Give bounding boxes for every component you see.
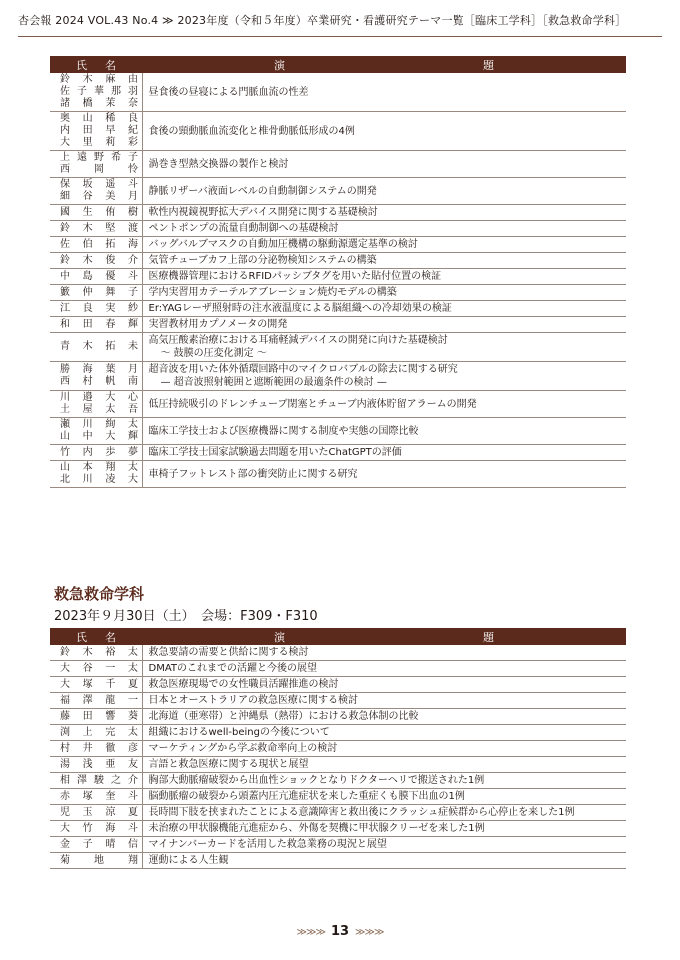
author-name: 福澤龍一 — [60, 694, 138, 706]
author-names — [50, 645, 142, 661]
presentation-title — [142, 112, 626, 151]
title-line: 臨床工学技士および医療機器に関する制度や実態の国際比較 — [148, 425, 419, 437]
table-row — [50, 741, 626, 757]
author-names — [50, 805, 142, 821]
author-name: 和田春輝 — [60, 318, 138, 330]
table-row — [50, 677, 626, 693]
author-name: 保坂遥斗 — [60, 179, 138, 190]
author-name: 青木拓未 — [60, 341, 138, 352]
header-rule — [18, 36, 662, 37]
author-name: 赤塚奎斗 — [60, 790, 138, 802]
author-name: 山本翔太 — [60, 462, 138, 473]
author-name: 菊地翔 — [60, 854, 138, 866]
presentation-title — [142, 789, 626, 805]
name-column-header: 氏名 — [50, 628, 142, 645]
presentation-title — [142, 821, 626, 837]
table-row — [50, 837, 626, 853]
clinical-engineering-rows — [50, 73, 626, 488]
author-name: 籔仲舞子 — [60, 286, 138, 298]
author-names — [50, 391, 142, 418]
table-row — [50, 151, 626, 178]
presentation-title — [142, 445, 626, 461]
author-name: 川邉大心 — [60, 392, 138, 403]
title-line: 昼食後の昼寝による門脈血流の性差 — [148, 86, 309, 98]
table-row — [50, 112, 626, 151]
presentation-title — [142, 317, 626, 333]
author-names — [50, 253, 142, 269]
author-name: 中島優斗 — [60, 270, 138, 282]
title-line: 日本とオーストラリアの救急医療に関する検討 — [148, 695, 358, 706]
author-names — [50, 461, 142, 488]
table-row — [50, 773, 626, 789]
title-line: 組織におけるwell-beingの今後について — [148, 727, 330, 738]
author-name: 佐伯拓海 — [60, 238, 138, 250]
title-line: 高気圧酸素治療における耳痛軽減デバイスの開発に向けた基礎検討 — [148, 335, 448, 346]
title-line: 低圧持続吸引のドレンチューブ閉塞とチューブ内液体貯留アラームの開発 — [148, 398, 477, 410]
author-name: 山中大輝 — [60, 431, 138, 442]
author-name: 大竹海斗 — [60, 822, 138, 834]
author-name: 奥山稀良 — [60, 113, 138, 124]
author-name: 竹内歩夢 — [60, 446, 138, 458]
presentation-title — [142, 253, 626, 269]
title-line: 食後の頸動脈血流変化と椎骨動脈低形成の4例 — [148, 125, 355, 137]
author-names — [50, 285, 142, 301]
title-line: 救急要請の需要と供給に関する検討 — [148, 647, 309, 658]
subtitle-line: 〜 鼓膜の圧変化測定 〜 — [160, 348, 267, 359]
table-row — [50, 391, 626, 418]
title-line: マイナンバーカードを活用した救急業務の現況と展望 — [148, 839, 387, 850]
author-name: 相澤駿之介 — [60, 774, 138, 786]
author-names — [50, 178, 142, 205]
presentation-title — [142, 645, 626, 661]
page-number: 13 — [330, 924, 350, 939]
emergency-section-title: 救急救命学科 — [54, 585, 145, 603]
presentation-title — [142, 73, 626, 112]
author-name: 大里莉彩 — [60, 137, 138, 148]
author-name: 西村帆南 — [60, 376, 138, 387]
presentation-title — [142, 757, 626, 773]
presentation-title — [142, 418, 626, 445]
author-name: 児玉涼夏 — [60, 806, 138, 818]
author-names — [50, 205, 142, 221]
ornament-right: ≫≫≫ — [355, 927, 384, 938]
table-row — [50, 285, 626, 301]
author-name: 勝海葉月 — [60, 364, 138, 375]
table-row — [50, 853, 626, 869]
table-row — [50, 205, 626, 221]
title-line: マーケティングから学ぶ救命率向上の検討 — [148, 743, 338, 754]
title-line: Er:YAGレーザ照射時の注水液温度による脳組織への冷却効果の検証 — [148, 303, 452, 314]
presentation-title — [142, 221, 626, 237]
emergency-section-date: 2023年９月30日（土） 会場：F309・F310 — [54, 609, 318, 624]
presentation-title — [142, 741, 626, 757]
author-name: 湯浅亜友 — [60, 758, 138, 770]
presentation-title — [142, 178, 626, 205]
author-name: 金子晴信 — [60, 838, 138, 850]
author-name: 細谷美月 — [60, 191, 138, 202]
author-names — [50, 237, 142, 253]
author-names — [50, 677, 142, 693]
title-line: 胸部大動脈瘤破裂から出血性ショックとなりドクターヘリで搬送された1例 — [148, 775, 485, 786]
title-line: ペントポンプの流量自動制御への基礎検討 — [148, 223, 339, 234]
author-names — [50, 317, 142, 333]
table-row — [50, 725, 626, 741]
author-names — [50, 789, 142, 805]
table-row — [50, 253, 626, 269]
presentation-title — [142, 285, 626, 301]
author-name: 鈴木麻由 — [60, 74, 138, 85]
table-row — [50, 461, 626, 488]
running-header: 杏会報 2024 VOL.43 No.4 ≫ 2023年度（令和５年度）卒業研究・看護研究テーマ一覧［臨床工学科］［救急救命学科］ — [18, 14, 627, 27]
title-line: 長時間下肢を挟まれたことによる意識障害と救出後にクラッシュ症候群から心停止を来した1例 — [148, 807, 575, 818]
presentation-title — [142, 805, 626, 821]
presentation-title — [142, 661, 626, 677]
presentation-title — [142, 773, 626, 789]
author-names — [50, 418, 142, 445]
presentation-title — [142, 725, 626, 741]
title-line: 学内実習用カテーテルアブレーション焼灼モデルの構築 — [148, 287, 397, 298]
author-names — [50, 73, 142, 112]
table-row — [50, 73, 626, 112]
author-name: 西岡怜 — [60, 164, 138, 175]
table-row — [50, 821, 626, 837]
author-name: 鈴木堅渡 — [60, 222, 138, 234]
presentation-title — [142, 693, 626, 709]
title-column-header: 演題 — [142, 56, 626, 73]
title-line: 軟性内視鏡視野拡大デバイス開発に関する基礎検討 — [148, 207, 378, 218]
author-names — [50, 333, 142, 362]
author-name: 渕上完太 — [60, 726, 138, 738]
table-row — [50, 645, 626, 661]
title-line: 超音波を用いた体外循環回路中のマイクロバブルの除去に関する研究 — [148, 364, 458, 375]
title-column-header: 演題 — [142, 628, 626, 645]
table-row — [50, 237, 626, 253]
author-names — [50, 837, 142, 853]
author-name: 内田早紀 — [60, 125, 138, 136]
title-line: DMATのこれまでの活躍と今後の展望 — [148, 663, 318, 674]
table-row — [50, 789, 626, 805]
table-row — [50, 445, 626, 461]
author-name: 諸橋茉奈 — [60, 98, 138, 109]
presentation-title — [142, 205, 626, 221]
emergency-table — [50, 628, 626, 869]
title-line: 言語と救急医療に関する現状と展望 — [148, 759, 309, 770]
title-line: バッグバルブマスクの自動加圧機構の駆動源選定基準の検討 — [148, 239, 418, 250]
title-line: 気管チューブカフ上部の分泌物検知システムの構築 — [148, 255, 377, 266]
author-name: 北川凌大 — [60, 474, 138, 485]
author-name: 江良実紗 — [60, 302, 138, 314]
table-row — [50, 301, 626, 317]
table-row — [50, 805, 626, 821]
author-names — [50, 725, 142, 741]
presentation-title — [142, 391, 626, 418]
presentation-title — [142, 461, 626, 488]
presentation-title — [142, 853, 626, 869]
author-name: 佐子華那羽 — [60, 86, 138, 97]
title-line: 静脈リザーバ液面レベルの自動制御システムの開発 — [148, 185, 377, 197]
emergency-rows — [50, 645, 626, 869]
table-row — [50, 221, 626, 237]
clinical-engineering-table — [50, 56, 626, 488]
author-names — [50, 693, 142, 709]
table-row — [50, 269, 626, 285]
presentation-title — [142, 301, 626, 317]
title-line: 実習教材用カプノメータの開発 — [148, 319, 288, 330]
title-line: 未治療の甲状腺機能亢進症から、外傷を契機に甲状腺クリーゼを来した1例 — [148, 823, 485, 834]
name-column-header: 氏名 — [50, 56, 142, 73]
title-line: 運動による人生観 — [148, 855, 229, 866]
author-names — [50, 661, 142, 677]
author-names — [50, 301, 142, 317]
page-footer — [0, 924, 680, 939]
author-name: 大塚千夏 — [60, 678, 138, 690]
table-row — [50, 693, 626, 709]
title-line: 脳動脈瘤の破裂から頭蓋内圧亢進症状を来した重症くも膜下出血の1例 — [148, 791, 465, 802]
author-name: 土屋太吾 — [60, 404, 138, 415]
presentation-title — [142, 709, 626, 725]
presentation-title — [142, 362, 626, 391]
title-line: 救急医療現場での女性職員活躍推進の検討 — [148, 679, 339, 690]
author-names — [50, 757, 142, 773]
author-name: 上遠野希子 — [60, 152, 138, 163]
author-names — [50, 362, 142, 391]
table-row — [50, 362, 626, 391]
author-name: 村井徹彦 — [60, 742, 138, 754]
title-line: 北海道（亜寒帯）と沖縄県（熱帯）における救急体制の比較 — [148, 711, 419, 722]
presentation-title — [142, 237, 626, 253]
title-line: 医療機器管理におけるRFIDパッシブタグを用いた貼付位置の検証 — [148, 271, 442, 282]
author-name: 瀬川絢太 — [60, 419, 138, 430]
title-line: 渦巻き型熱交換器の製作と検討 — [148, 158, 289, 170]
author-names — [50, 445, 142, 461]
presentation-title — [142, 333, 626, 362]
author-names — [50, 741, 142, 757]
author-name: 大谷一太 — [60, 662, 138, 674]
author-names — [50, 112, 142, 151]
table-row — [50, 317, 626, 333]
table-row — [50, 333, 626, 362]
author-names — [50, 821, 142, 837]
presentation-title — [142, 677, 626, 693]
author-names — [50, 773, 142, 789]
author-name: 鈴木俊介 — [60, 254, 138, 266]
table-row — [50, 757, 626, 773]
author-names — [50, 709, 142, 725]
author-names — [50, 853, 142, 869]
presentation-title — [142, 151, 626, 178]
author-names — [50, 221, 142, 237]
author-names — [50, 151, 142, 178]
title-line: 臨床工学技士国家試験過去問題を用いたChatGPTの評価 — [148, 447, 402, 458]
table-row — [50, 709, 626, 725]
table-row — [50, 178, 626, 205]
author-name: 國生侑樹 — [60, 206, 138, 218]
author-name: 藤田響葵 — [60, 710, 138, 722]
title-line: 車椅子フットレスト部の衝突防止に関する研究 — [148, 468, 358, 480]
table-row — [50, 418, 626, 445]
author-names — [50, 269, 142, 285]
ornament-left: ≫≫≫ — [296, 927, 325, 938]
presentation-title — [142, 269, 626, 285]
presentation-title — [142, 837, 626, 853]
subtitle-line: — 超音波照射範囲と遮断範囲の最適条件の検討 — — [160, 377, 387, 388]
table-row — [50, 661, 626, 677]
author-name: 鈴木裕太 — [60, 646, 138, 658]
